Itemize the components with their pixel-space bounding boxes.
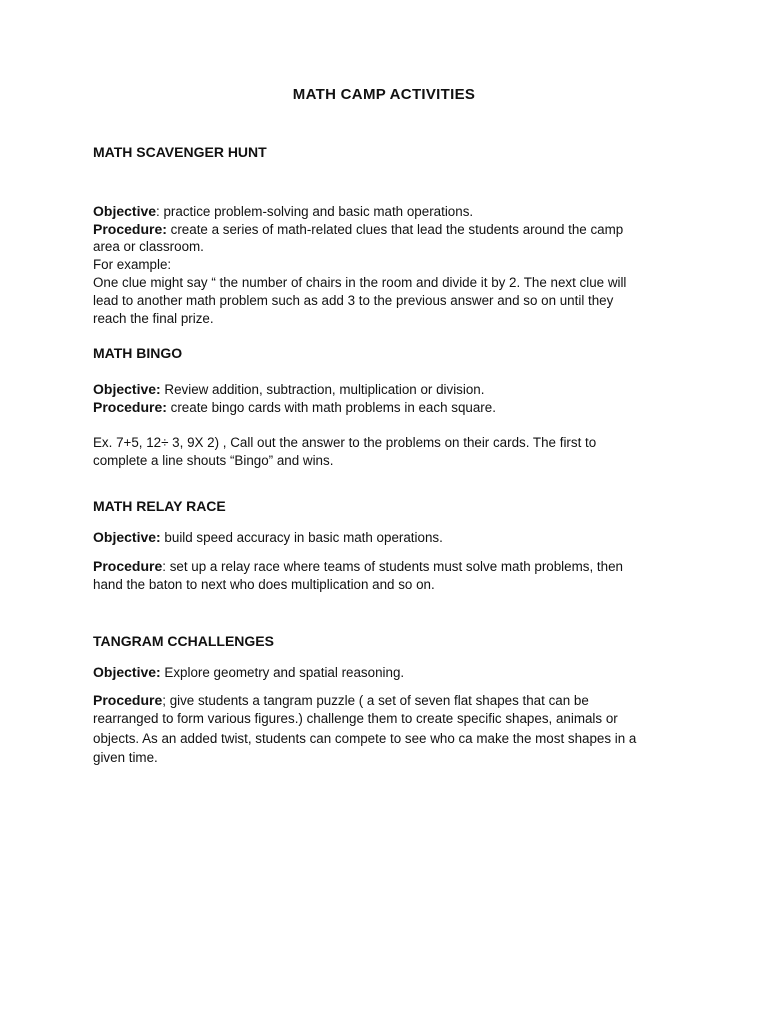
scavenger-procedure-line: [93, 220, 623, 239]
section-heading-tangram: TANGRAM CCHALLENGES: [93, 633, 274, 649]
section-heading-scavenger-hunt: MATH SCAVENGER HUNT: [93, 144, 267, 160]
relay-objective-line: [93, 528, 443, 547]
procedure-text: ; give students a tangram puzzle ( a set of seven flat shapes that can be: [162, 693, 589, 708]
procedure-text: create a series of math-related clues that lead the students around the camp: [166, 222, 624, 237]
bingo-example-line-2: complete a line shouts “Bingo” and wins.: [93, 453, 334, 468]
tangram-procedure-line: [93, 691, 589, 710]
objective-label: Objective:: [93, 381, 161, 397]
scavenger-example-line-3: reach the final prize.: [93, 311, 214, 326]
procedure-text: create bingo cards with math problems in each square.: [166, 400, 496, 415]
tangram-procedure-line-3: objects. As an added twist, students can compete to see who ca make the most shapes in a: [93, 731, 637, 746]
objective-text: Explore geometry and spatial reasoning.: [160, 665, 405, 680]
objective-text: Review addition, subtraction, multiplication or division.: [160, 382, 485, 397]
procedure-label: Procedure: [93, 692, 163, 708]
scavenger-example-line-1: One clue might say “ the number of chairs in the room and divide it by 2. The next clue will: [93, 275, 627, 290]
relay-procedure-line: [93, 557, 623, 576]
bingo-objective-line: [93, 380, 484, 399]
objective-label: Objective:: [93, 664, 161, 680]
scavenger-objective-line: [93, 202, 473, 221]
scavenger-example-line-2: lead to another math problem such as add 3 to the previous answer and so on until they: [93, 293, 614, 308]
scavenger-procedure-line-2: area or classroom.: [93, 239, 204, 254]
section-heading-math-bingo: MATH BINGO: [93, 345, 183, 361]
bingo-example-line-1: Ex. 7+5, 12÷ 3, 9X 2) , Call out the answer to the problems on their cards. The first to: [93, 435, 597, 450]
document-title: MATH CAMP ACTIVITIES: [292, 86, 476, 103]
tangram-procedure-line-4: given time.: [93, 750, 158, 765]
section-heading-relay-race: MATH RELAY RACE: [93, 498, 226, 514]
relay-procedure-line-2: hand the baton to next who does multiplication and so on.: [93, 577, 435, 592]
tangram-procedure-line-2: rearranged to form various figures.) challenge them to create specific shapes, animals or: [93, 711, 618, 726]
procedure-label: Procedure:: [93, 221, 167, 237]
procedure-text: : set up a relay race where teams of students must solve math problems, then: [162, 559, 623, 574]
objective-label: Objective: [93, 203, 157, 219]
objective-text: : practice problem-solving and basic math operations.: [156, 204, 474, 219]
scavenger-example-intro: For example:: [93, 257, 172, 272]
objective-label: Objective:: [93, 529, 161, 545]
tangram-objective-line: [93, 663, 404, 682]
procedure-label: Procedure:: [93, 399, 167, 415]
procedure-label: Procedure: [93, 558, 163, 574]
objective-text: build speed accuracy in basic math operations.: [160, 530, 443, 545]
bingo-procedure-line: [93, 398, 496, 417]
